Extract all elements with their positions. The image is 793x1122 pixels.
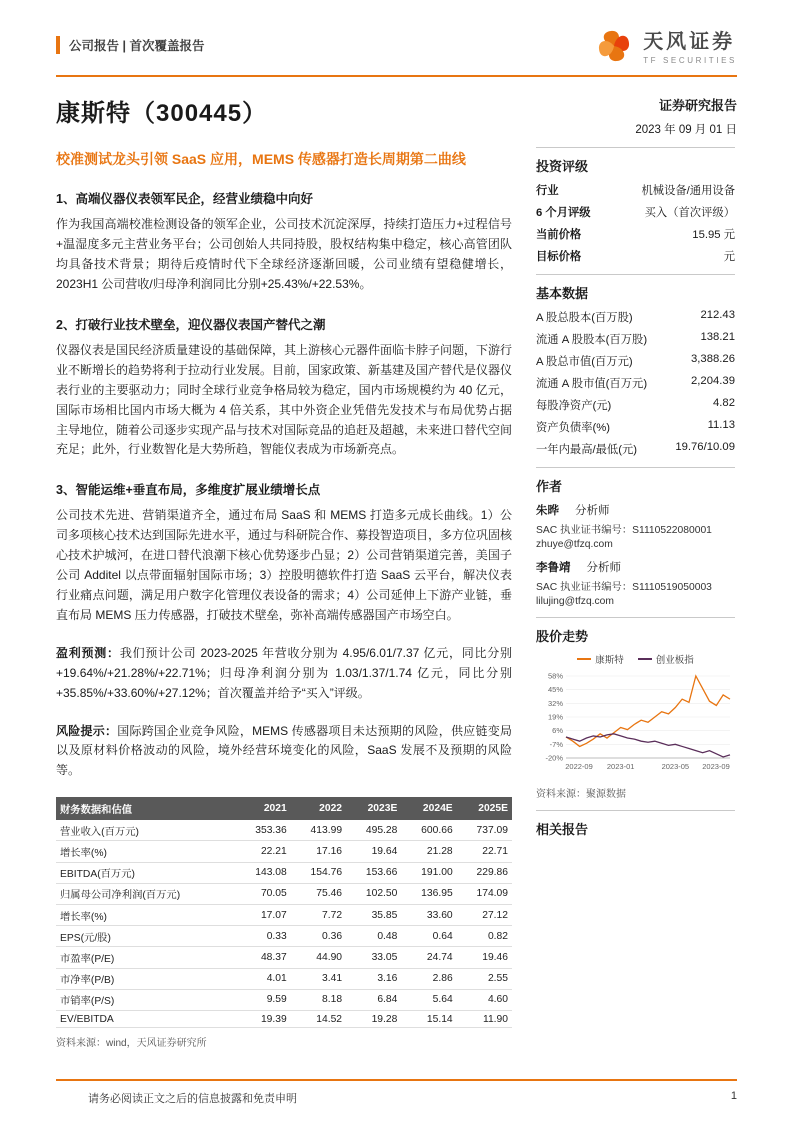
brand-subname: TF SECURITIES	[643, 56, 737, 65]
fin-cell-value: 143.08	[235, 862, 290, 883]
x-tick-label: 2023-05	[661, 762, 690, 771]
x-tick-label: 2022-09	[565, 762, 593, 771]
info-label: 流通 A 股股本(百万股)	[536, 334, 648, 346]
price-chart	[536, 668, 735, 776]
table-row	[56, 989, 512, 1010]
info-row	[536, 248, 735, 264]
footer-divider	[56, 1079, 737, 1081]
fin-cell-value: 2.86	[401, 968, 456, 989]
fin-row-label: 市盈率(P/E)	[56, 947, 235, 968]
fin-cell-value: 229.86	[457, 862, 512, 883]
fin-cell-value: 21.28	[401, 841, 456, 862]
fin-cell-value: 3.41	[291, 968, 346, 989]
fin-cell-value: 191.00	[401, 862, 456, 883]
info-label: 当前价格	[536, 229, 582, 241]
profit-forecast-label: 盈利预测：	[56, 645, 120, 660]
fin-cell-value: 24.74	[401, 947, 456, 968]
financial-table	[56, 797, 512, 1028]
author-row	[536, 502, 735, 518]
header-divider	[56, 75, 737, 77]
info-row	[536, 226, 735, 242]
section-heading: 3、智能运维+垂直布局，多维度扩展业绩增长点	[56, 483, 321, 498]
section-body: 公司技术先进、营销渠道齐全，通过布局 SaaS 和 MEMS 打造多元成长曲线。1）公司多项核心技术达到国际先进水平，通过与科研院合作、募投智造项目，多方位巩固核心技术护城河，在进口替代浪潮下核心优势逐步凸显；2）公司营销渠道完善，美国子公司 Additel 以点带面辐射国际市场；3）控股明德软件打造 SaaS 云平台，解决仪表行业痛点问题，满足用户数字化管理仪表设备的需求；4）公司延伸上下游产业链，垂直布局 MEMS 压力传感器，打破技术壁垒，弥补高端传感器国产市场空白。	[56, 508, 513, 622]
info-row	[536, 331, 735, 347]
profit-forecast-body: 我们预计公司 2023-2025 年营收分别为 4.95/6.01/7.37 亿元，同比分别+19.64%/+21.28%/+22.71%；归母净利润分别为 1.03/1.37/1.74 亿元，同比分别+35.85%/+33.60%/+27.12%；首次覆盖并给予“买入”评级。	[56, 645, 512, 700]
fin-row-label: 营业收入(百万元)	[56, 820, 235, 841]
info-row	[536, 419, 735, 435]
x-tick-label: 2023-09	[702, 762, 730, 771]
fin-cell-value: 17.16	[291, 841, 346, 862]
section-title: 作者	[536, 479, 563, 494]
y-tick-label: 45%	[547, 685, 563, 695]
author-email: lilujing@tfzq.com	[536, 596, 614, 607]
author-email: zhuye@tfzq.com	[536, 539, 613, 550]
report-header	[56, 24, 737, 66]
fin-cell-value: 19.28	[346, 1010, 401, 1027]
fin-cell-value: 19.39	[235, 1010, 290, 1027]
profit-forecast	[56, 644, 512, 704]
fin-cell-value: 0.82	[457, 926, 512, 947]
fin-cell-value: 136.95	[401, 883, 456, 904]
author-row	[536, 559, 735, 575]
fin-cell-value: 33.05	[346, 947, 401, 968]
fin-table-header-row	[56, 797, 512, 820]
brand-text	[643, 25, 737, 65]
chart-source: 资料来源：聚源数据	[536, 789, 626, 800]
info-row	[536, 309, 735, 325]
fin-cell-value: 737.09	[457, 820, 512, 841]
author-role: 分析师	[575, 505, 610, 517]
info-row	[536, 204, 735, 220]
fin-cell-value: 17.07	[235, 904, 290, 925]
report-date: 2023 年 09 月 01 日	[635, 124, 737, 136]
authors-section	[536, 467, 735, 607]
fin-col-header: 2021	[235, 797, 290, 820]
fin-cell-value: 27.12	[457, 904, 512, 925]
page-footer	[56, 1079, 737, 1106]
section-heading: 1、高端仪器仪表领军民企，经营业绩稳中向好	[56, 192, 313, 207]
section-title: 相关报告	[536, 822, 589, 837]
section-heading: 2、打破行业技术壁垒，迎仪器仪表国产替代之潮	[56, 317, 326, 332]
info-label: 目标价格	[536, 251, 582, 263]
fin-cell-value: 48.37	[235, 947, 290, 968]
fin-row-label: 增长率(%)	[56, 904, 235, 925]
fin-cell-value: 6.84	[346, 989, 401, 1010]
info-value: 138.21	[700, 331, 735, 343]
page-title: 康斯特（300445）	[56, 100, 268, 127]
table-row	[56, 926, 512, 947]
table-source: 资料来源：wind，天风证券研究所	[56, 1038, 207, 1050]
investment-rating-section	[536, 147, 735, 264]
info-row	[536, 375, 735, 391]
page-number: 1	[730, 1090, 737, 1102]
fin-cell-value: 22.71	[457, 841, 512, 862]
fin-cell-value: 75.46	[291, 883, 346, 904]
info-value: 19.76/10.09	[675, 441, 735, 453]
fin-row-label: 市销率(P/S)	[56, 989, 235, 1010]
fin-cell-value: 4.01	[235, 968, 290, 989]
fin-cell-value: 8.18	[291, 989, 346, 1010]
info-value: 元	[723, 251, 735, 263]
info-label: 行业	[536, 185, 559, 197]
table-row	[56, 862, 512, 883]
fin-cell-value: 600.66	[401, 820, 456, 841]
fin-row-label: EV/EBITDA	[56, 1010, 235, 1027]
info-value: 机械设备/通用设备	[641, 185, 735, 197]
chart-legend	[536, 652, 735, 666]
fin-col-header: 2023E	[346, 797, 401, 820]
fin-cell-value: 3.16	[346, 968, 401, 989]
table-row	[56, 968, 512, 989]
report-section	[56, 189, 512, 295]
report-section	[56, 480, 512, 625]
section-title: 基本数据	[536, 286, 589, 301]
footer-disclaimer: 请务必阅读正文之后的信息披露和免责申明	[88, 1093, 297, 1105]
fin-table-title: 财务数据和估值	[56, 797, 235, 820]
brand-name: 天风证券	[643, 31, 736, 53]
table-row	[56, 841, 512, 862]
info-row	[536, 182, 735, 198]
author-name: 李鲁靖	[536, 562, 571, 574]
series-line-康斯特	[566, 676, 730, 746]
price-chart-section	[536, 617, 735, 800]
fin-cell-value: 0.64	[401, 926, 456, 947]
fin-cell-value: 0.36	[291, 926, 346, 947]
info-value: 11.13	[707, 419, 735, 431]
legend-item	[638, 652, 694, 666]
y-tick-label: 58%	[547, 671, 563, 681]
fin-row-label: 市净率(P/B)	[56, 968, 235, 989]
fin-cell-value: 44.90	[291, 947, 346, 968]
fin-cell-value: 0.33	[235, 926, 290, 947]
basic-data-section	[536, 274, 735, 457]
table-row	[56, 904, 512, 925]
legend-marker	[577, 658, 591, 660]
fin-row-label: EPS(元/股)	[56, 926, 235, 947]
fin-cell-value: 102.50	[346, 883, 401, 904]
info-value: 4.82	[713, 397, 735, 409]
title-row	[56, 93, 737, 137]
legend-label: 康斯特	[595, 655, 624, 666]
info-label: 资产负债率(%)	[536, 422, 611, 434]
section-title: 投资评级	[536, 159, 589, 174]
related-reports-section	[536, 810, 735, 838]
legend-item	[577, 652, 624, 666]
fin-cell-value: 14.52	[291, 1010, 346, 1027]
fin-col-header: 2024E	[401, 797, 456, 820]
table-row	[56, 820, 512, 841]
table-row	[56, 1010, 512, 1027]
fin-cell-value: 154.76	[291, 862, 346, 883]
info-value: 15.95 元	[692, 229, 735, 241]
author-block	[536, 559, 735, 607]
fin-cell-value: 174.09	[457, 883, 512, 904]
sidebar	[536, 145, 735, 1049]
author-sac-number: SAC 执业证书编号：S1110519050003	[536, 582, 712, 593]
fin-cell-value: 413.99	[291, 820, 346, 841]
fin-cell-value: 7.72	[291, 904, 346, 925]
info-row	[536, 397, 735, 413]
report-section	[56, 315, 512, 460]
fin-cell-value: 35.85	[346, 904, 401, 925]
fin-cell-value: 11.90	[457, 1010, 512, 1027]
y-tick-label: -7%	[549, 739, 563, 749]
y-tick-label: 32%	[547, 698, 563, 708]
author-role: 分析师	[586, 562, 621, 574]
main-column	[56, 145, 512, 1049]
report-meta	[635, 93, 737, 137]
fin-cell-value: 4.60	[457, 989, 512, 1010]
table-row	[56, 947, 512, 968]
info-row	[536, 353, 735, 369]
fin-cell-value: 153.66	[346, 862, 401, 883]
y-tick-label: 19%	[547, 712, 563, 722]
info-row	[536, 441, 735, 457]
fin-cell-value: 2.55	[457, 968, 512, 989]
fin-cell-value: 19.64	[346, 841, 401, 862]
section-title: 股价走势	[536, 629, 589, 644]
info-label: A 股总市值(百万元)	[536, 356, 633, 368]
info-label: 流通 A 股市值(百万元)	[536, 378, 648, 390]
fin-cell-value: 33.60	[401, 904, 456, 925]
fin-row-label: 归属母公司净利润(百万元)	[56, 883, 235, 904]
author-name: 朱晔	[536, 505, 559, 517]
fin-row-label: 增长率(%)	[56, 841, 235, 862]
fin-col-header: 2022	[291, 797, 346, 820]
legend-label: 创业板指	[655, 655, 694, 666]
info-value: 3,388.26	[691, 353, 735, 365]
author-block	[536, 502, 735, 550]
section-body: 仪器仪表是国民经济质量建设的基础保障，其上游核心元器件面临卡脖子问题，下游行业不断增长的趋势将利于拉动行业发展。目前，国家政策、新基建及国产替代是仪器仪表行业的主要驱动力；同时全球行业竞争格局较为稳定，国内市场规模约为 40 亿元，国际市场相比国内市场大概为 4 倍关系，其中外资企业凭借先发技术与布局优势占据主导地位，随着公司逐步实现产品与技术对国际竞品的追赶及超越，未来进口替代空间充足；此外，行业数智化是大势所趋，智能仪表成为市场新亮点。	[56, 342, 513, 457]
fin-cell-value: 22.21	[235, 841, 290, 862]
info-label: 6 个月评级	[536, 207, 591, 219]
y-tick-label: -20%	[545, 753, 563, 763]
fin-col-header: 2025E	[457, 797, 512, 820]
report-category: 公司报告 | 首次覆盖报告	[56, 36, 204, 54]
info-label: 一年内最高/最低(元)	[536, 444, 638, 456]
report-type: 证券研究报告	[658, 98, 737, 113]
fin-cell-value: 9.59	[235, 989, 290, 1010]
y-tick-label: 6%	[552, 726, 563, 736]
fin-cell-value: 5.64	[401, 989, 456, 1010]
fin-cell-value: 495.28	[346, 820, 401, 841]
info-label: 每股净资产(元)	[536, 400, 612, 412]
fin-cell-value: 15.14	[401, 1010, 456, 1027]
risk-label: 风险提示：	[56, 723, 118, 738]
table-row	[56, 883, 512, 904]
fin-cell-value: 19.46	[457, 947, 512, 968]
fin-cell-value: 70.05	[235, 883, 290, 904]
risk-notice	[56, 722, 512, 782]
info-label: A 股总股本(百万股)	[536, 312, 633, 324]
fin-row-label: EBITDA(百万元)	[56, 862, 235, 883]
info-value: 买入（首次评级）	[644, 207, 735, 219]
risk-body: 国际跨国企业竞争风险，MEMS 传感器项目未达预期的风险，供应链变局以及原材料价格波动的风险，境外经营环境变化的风险，SaaS 发展不及预期的风险等。	[56, 723, 512, 778]
report-subtitle: 校准测试龙头引领 SaaS 应用，MEMS 传感器打造长周期第二曲线	[56, 151, 466, 167]
info-value: 212.43	[700, 309, 735, 321]
section-body: 作为我国高端校准检测设备的领军企业，公司技术沉淀深厚，持续打造压力+过程信号+温湿度多元主营业务平台；公司创始人共同持股，股权结构集中稳定，核心高管团队均具备技术背景；期待后疫情时代下全球经济逐渐回暖，公司业绩有望稳健增长，2023H1 公司营收/归母净利润同比分别+25.43%/+22.53%。	[56, 217, 512, 292]
x-tick-label: 2023-01	[606, 762, 635, 771]
info-value: 2,204.39	[691, 375, 735, 387]
fin-cell-value: 353.36	[235, 820, 290, 841]
tf-logo-icon	[593, 24, 635, 66]
author-sac-number: SAC 执业证书编号：S1110522080001	[536, 525, 712, 536]
fin-cell-value: 0.48	[346, 926, 401, 947]
legend-marker	[638, 658, 652, 660]
brand	[593, 24, 737, 66]
series-line-创业板指	[566, 734, 730, 757]
